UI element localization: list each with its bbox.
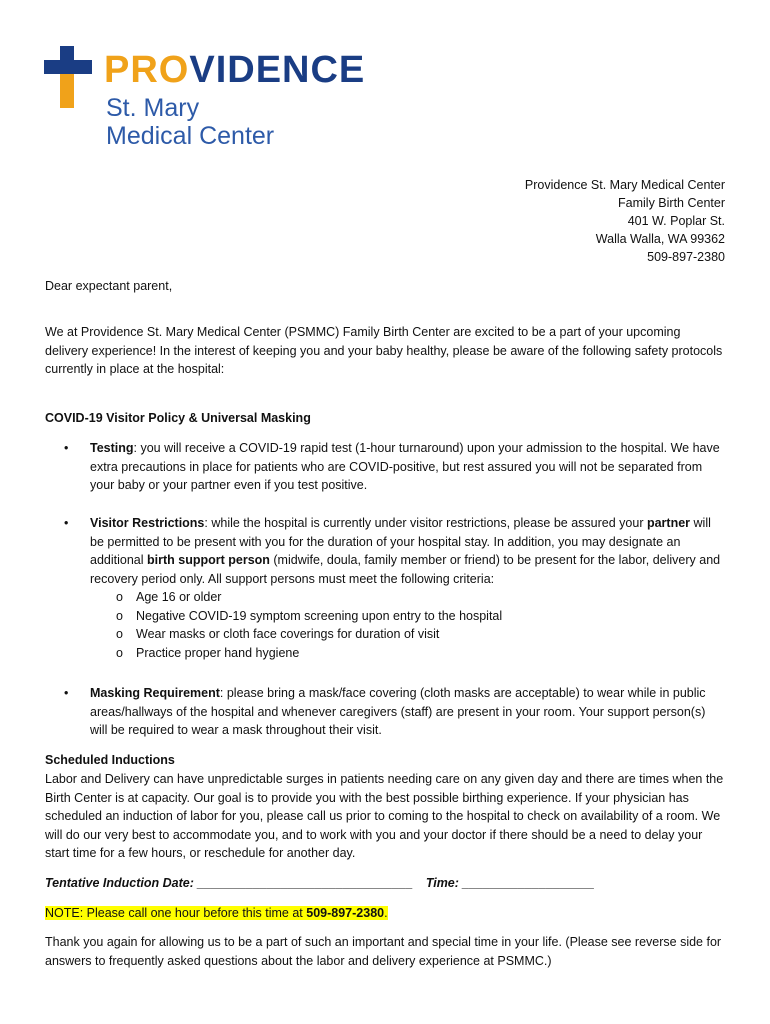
covid-heading: COVID-19 Visitor Policy & Universal Masking	[45, 411, 311, 425]
bullet-testing: • Testing: you will receive a COVID-19 rapid test (1-hour turnaround) upon your admission to the hospital. We have extra precautions in place for patients who are COVID-positive, but rest assured you will not be separated from your baby or your partner even if you test positive.	[64, 441, 720, 492]
induction-date-line	[45, 874, 725, 893]
note-phone: 509-897-2380	[306, 906, 385, 920]
covid-bullets	[64, 439, 724, 495]
criteria-list	[90, 588, 724, 662]
bullet-masking: • Masking Requirement: please bring a mask/face covering (cloth masks are acceptable) to wear while in public areas/hallways of the hospital and whenever caregivers (staff) are present in your room. Your support person(s) will be required to wear a mask throughout their visit.	[64, 686, 706, 737]
inductions-paragraph: Labor and Delivery can have unpredictable surges in patients needing care on any given day and there are times when the Birth Center is at capacity. Our goal is to provide you with the best possible birthing experience. If your physician has scheduled an induction of labor for you, please call us prior to coming to the hospital to check on availability of a room. We will do our very best to accommodate you, and to work with you and your doctor if there should be a need to delay your start time for a few hours, or reschedule for another day.	[45, 772, 724, 860]
list-item: o Practice proper hand hygiene	[116, 645, 300, 660]
bullet-visitor: • Visitor Restrictions: while the hospital is currently under visitor restrictions, please be assured your partner will be permitted to be present with you for the duration of your hospital stay. In addition, you may designate an additional birth support person (midwife, doula, family member or friend) to be present for the labor, delivery and recovery period only. All support persons must meet the following criteria: o Age 16 or older o Negative COVID-19 symptom screening upon entry to the hospital o Wear masks or cloth face coverings for duration of visit o Practice proper hand hygiene	[64, 514, 724, 662]
note-line	[45, 904, 725, 923]
brand-name: PROVIDENCE	[104, 49, 366, 91]
intro-paragraph: We at Providence St. Mary Medical Center (PSMMC) Family Birth Center are excited to be a part of your upcoming delivery experience! In the interest of keeping you and your baby healthy, please be aware of the following safety protocols currently in place at the hospital:	[45, 325, 723, 376]
address-line: Family Birth Center	[618, 196, 725, 210]
list-item: o Age 16 or older	[116, 590, 222, 604]
list-item: o Negative COVID-19 symptom screening upon entry to the hospital	[116, 608, 503, 623]
brand-line-1: St. Mary	[106, 94, 200, 122]
address-phone: 509-897-2380	[647, 250, 725, 264]
providence-logo	[44, 46, 364, 156]
inductions-heading: Scheduled Inductions	[45, 753, 175, 767]
address-line: Walla Walla, WA 99362	[595, 232, 725, 246]
address-line: 401 W. Poplar St.	[627, 214, 725, 228]
note-highlight: NOTE: Please call one hour before this time at 509-897-2380.	[45, 906, 388, 920]
induction-date-field[interactable]: Tentative Induction Date: _______________________________	[45, 876, 413, 890]
cross-icon	[44, 46, 92, 108]
address-block	[525, 176, 725, 266]
masking-bullets	[64, 684, 724, 740]
closing-paragraph: Thank you again for allowing us to be a part of such an important and special time in your life. (Please see reverse side for answers to frequently asked questions about the labor and delivery experience at PSMMC.)	[45, 935, 722, 968]
brand-line-2: Medical Center	[106, 122, 275, 150]
address-line: Providence St. Mary Medical Center	[524, 178, 725, 192]
visitor-bullets	[64, 514, 724, 662]
list-item: o Wear masks or cloth face coverings for duration of visit	[116, 627, 440, 641]
salutation: Dear expectant parent,	[45, 279, 173, 293]
induction-time-field[interactable]: Time: ___________________	[425, 876, 595, 890]
